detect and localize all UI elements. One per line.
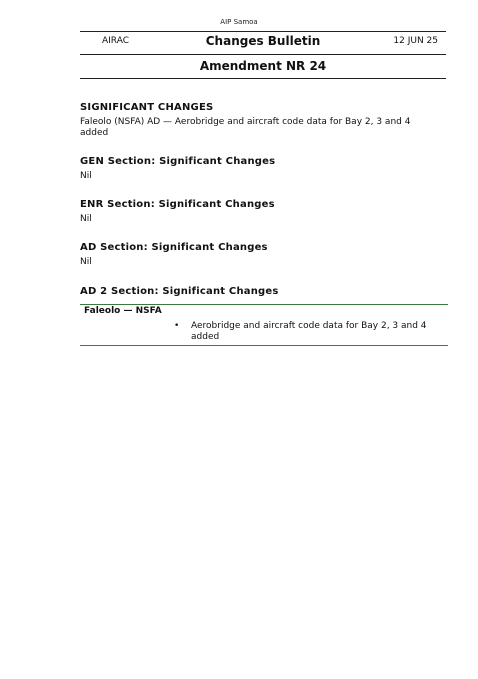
ad-section-text: Nil: [80, 257, 92, 267]
bulletin-date: 12 JUN 25: [393, 36, 438, 46]
gen-section-heading: GEN Section: Significant Changes: [80, 156, 276, 167]
significant-changes-heading: SIGNIFICANT CHANGES: [80, 102, 214, 113]
table-top-rule: [80, 304, 448, 305]
gen-section-text: Nil: [80, 171, 92, 181]
bulletin-header-row: [80, 33, 446, 52]
header-middle-rule: [80, 54, 446, 55]
ad-section-heading: AD Section: Significant Changes: [80, 242, 268, 253]
aerodrome-name: Faleolo — NSFA: [84, 306, 162, 316]
table-bottom-rule: [80, 345, 448, 346]
header-bottom-rule: [80, 78, 446, 79]
significant-changes-text: Faleolo (NSFA) AD — Aerobridge and aircraft code data for Bay 2, 3 and 4 added: [80, 117, 411, 138]
header-top-rule: [80, 31, 446, 32]
bullet-marker: •: [174, 321, 180, 331]
airac-label: AIRAC: [102, 36, 129, 46]
running-header: AIP Samoa: [220, 18, 258, 26]
bulletin-title: Changes Bulletin: [205, 34, 321, 48]
enr-section-heading: ENR Section: Significant Changes: [80, 199, 275, 210]
enr-section-text: Nil: [80, 214, 92, 224]
change-item-text: Aerobridge and aircraft code data for Bay 2, 3 and 4 added: [191, 321, 427, 342]
amendment-title: Amendment NR 24: [199, 59, 327, 73]
ad2-section-heading: AD 2 Section: Significant Changes: [80, 286, 279, 297]
